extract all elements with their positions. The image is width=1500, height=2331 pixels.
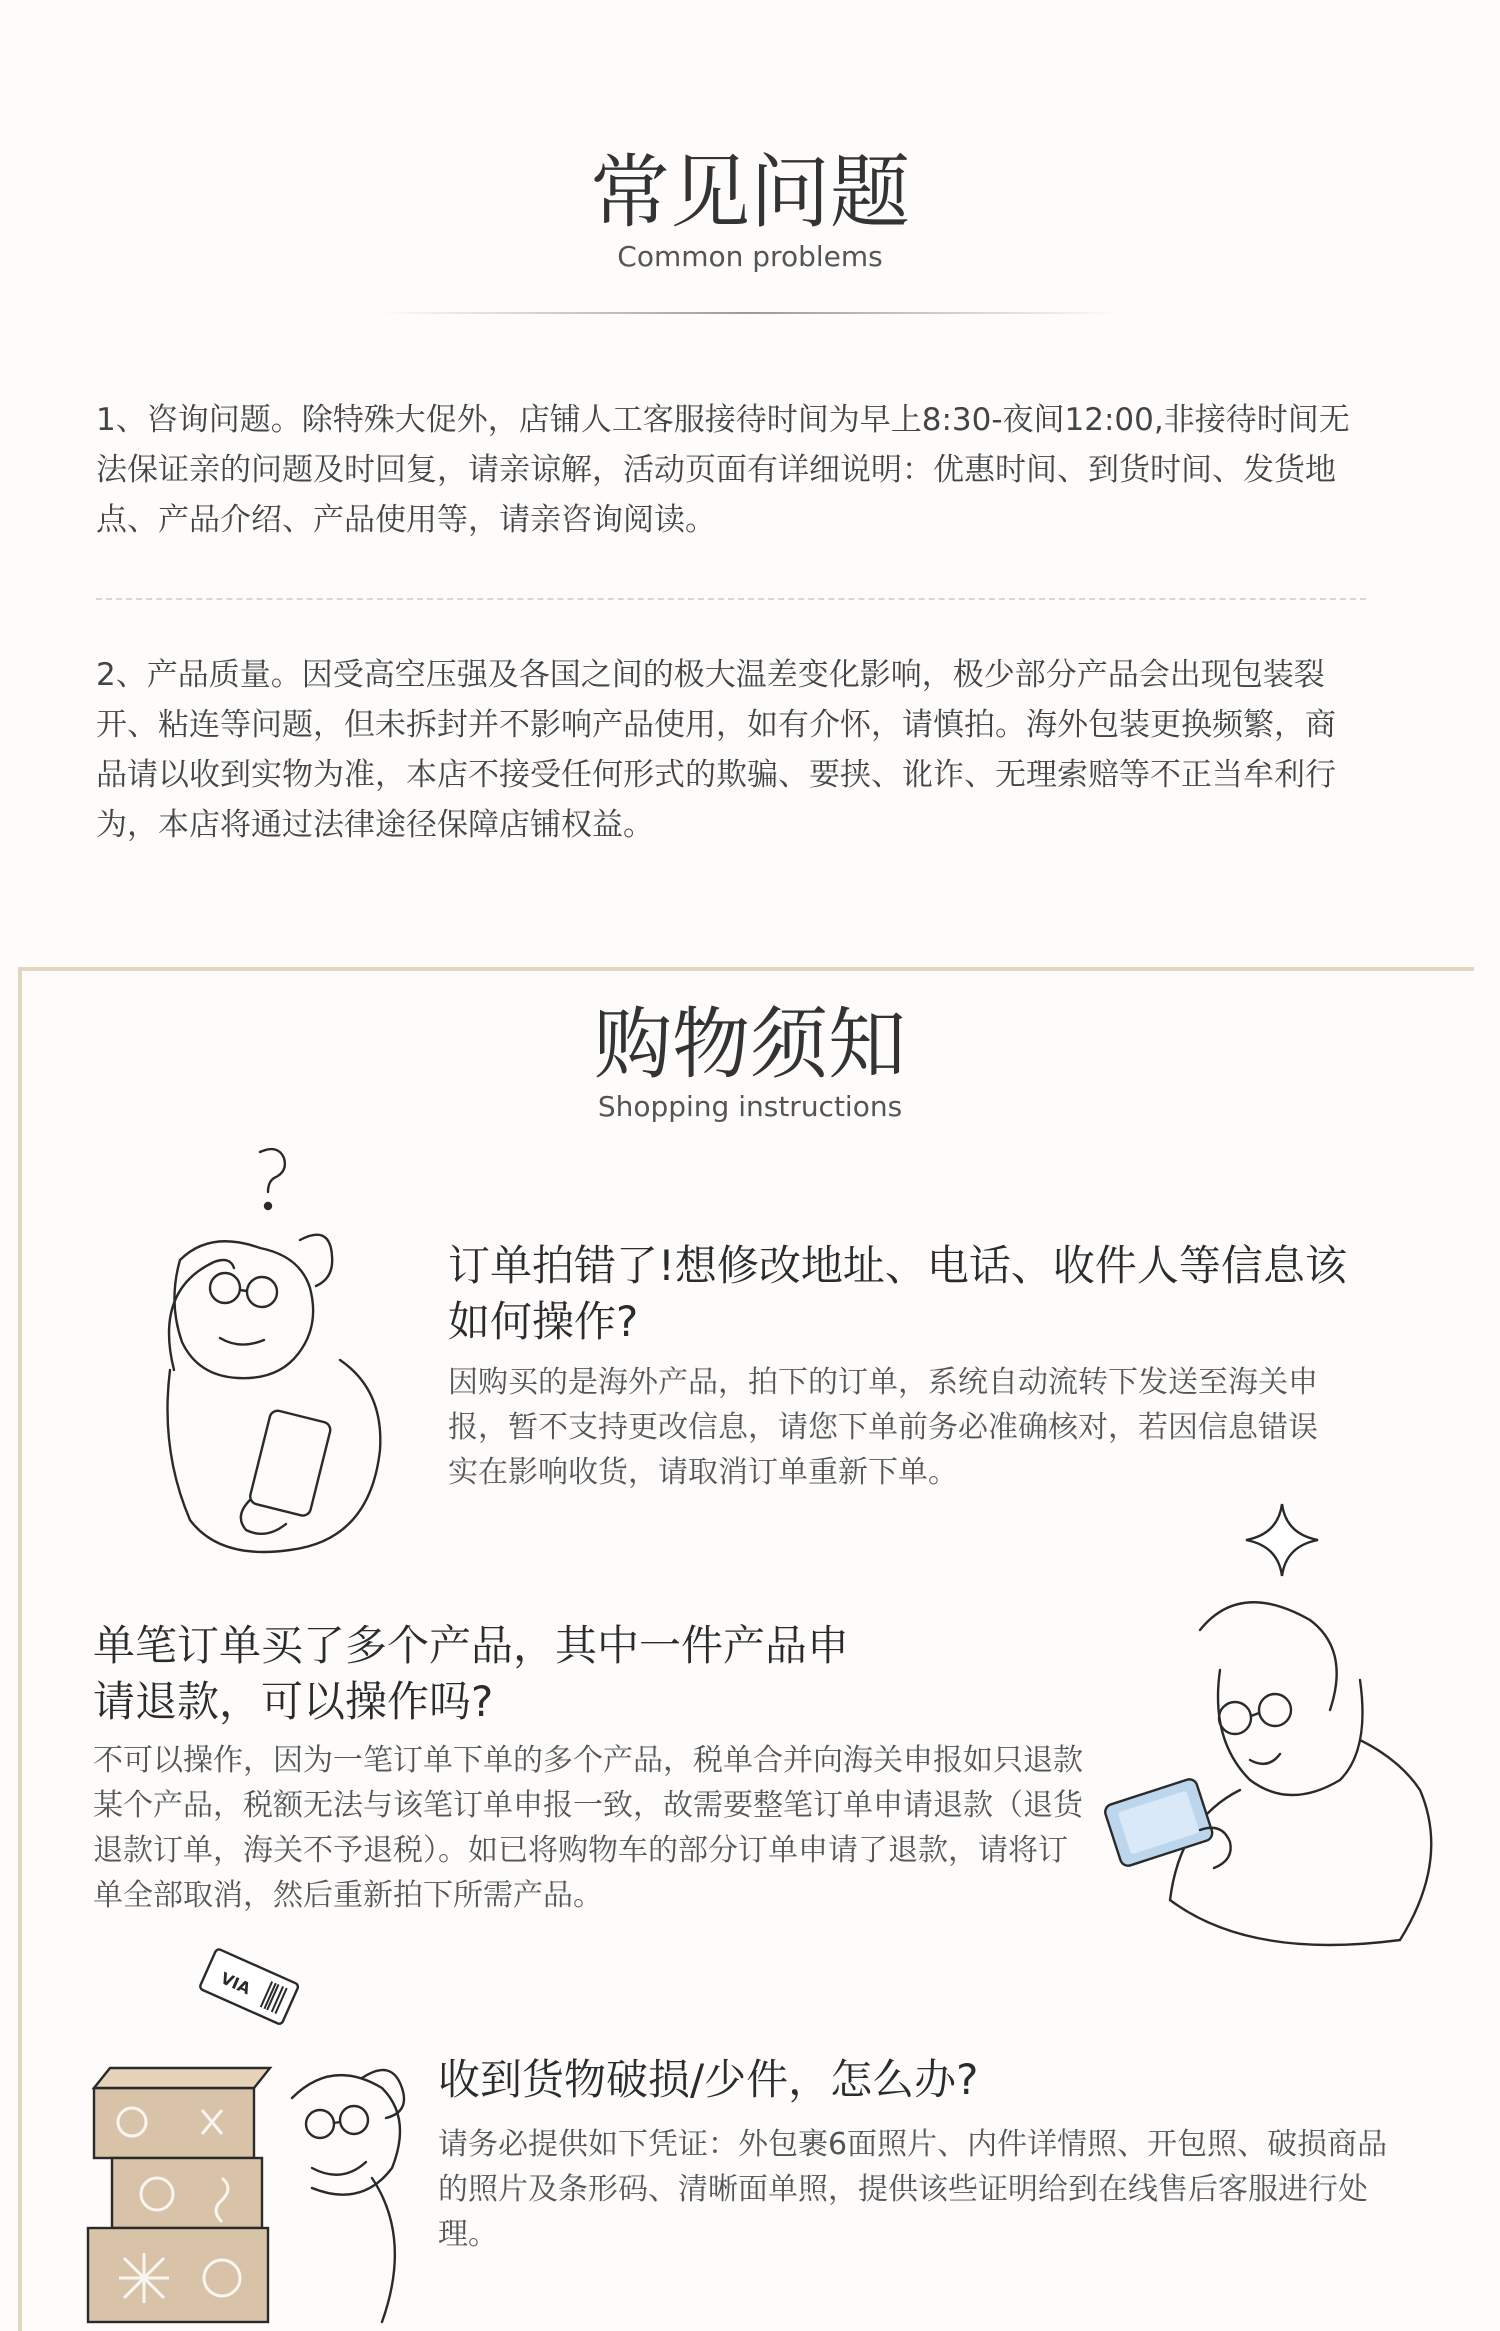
- shopping-question-1: 订单拍错了!想修改地址、电话、收件人等信息该如何操作?: [448, 1241, 1347, 1346]
- tablet-person-illustration: [1090, 1590, 1450, 1970]
- faq-item-2: 2、产品质量。因受高空压强及各国之间的极大温差变化影响，极少部分产品会出现包装裂开、粘连等问题，但未拆封并不影响产品使用，如有介怀，请慎拍。海外包装更换频繁，商品请以收到实物为准，本店不接受任何形式的欺骗、要挟、讹诈、无理索赔等不正当牟利行为，本店将通过法律途径保障店铺权益。: [96, 657, 1336, 843]
- sparkle-icon: [1242, 1500, 1322, 1580]
- ticket-icon: [198, 1945, 302, 2029]
- shopping-subtitle: Shopping instructions: [597, 1090, 903, 1123]
- shopping-question-2: 单笔订单买了多个产品，其中一件产品申请退款，可以操作吗?: [93, 1621, 850, 1726]
- shopping-answer-2: 不可以操作，因为一笔订单下单的多个产品，税单合并向海关申报如只退款某个产品，税额无法与该笔订单申报一致，故需要整笔订单申请退款（退货退款订单，海关不予退税）。如已将购物车的部分订单申请了退款，请将订单全部取消，然后重新拍下所需产品。: [93, 1743, 1083, 1913]
- faq-subtitle: Common problems: [617, 240, 883, 273]
- shopping-question-3: 收到货物破损/少件，怎么办?: [438, 2055, 979, 2104]
- faq-divider: [380, 312, 1120, 314]
- ticket-text: VIA: [217, 1968, 254, 1999]
- faq-separator: [96, 598, 1366, 600]
- confused-person-illustration: [110, 1140, 410, 1560]
- boxes-person-illustration: [62, 2038, 422, 2322]
- shopping-title: 购物须知: [593, 1000, 906, 1090]
- faq-item-1: 1、咨询问题。除特殊大促外，店铺人工客服接待时间为早上8:30-夜间12:00,非接待时间无法保证亲的问题及时回复，请亲谅解，活动页面有详细说明：优惠时间、到货时间、发货地点、产品介绍、产品使用等，请亲咨询阅读。: [96, 402, 1350, 538]
- shopping-answer-1: 因购买的是海外产品，拍下的订单，系统自动流转下发送至海关申报，暂不支持更改信息，请您下单前务必准确核对，若因信息错误实在影响收货，请取消订单重新下单。: [448, 1365, 1318, 1490]
- shopping-answer-3: 请务必提供如下凭证：外包裹6面照片、内件详情照、开包照、破损商品的照片及条形码、清晰面单照，提供该些证明给到在线售后客服进行处理。: [438, 2127, 1388, 2252]
- faq-title: 常见问题: [590, 146, 910, 239]
